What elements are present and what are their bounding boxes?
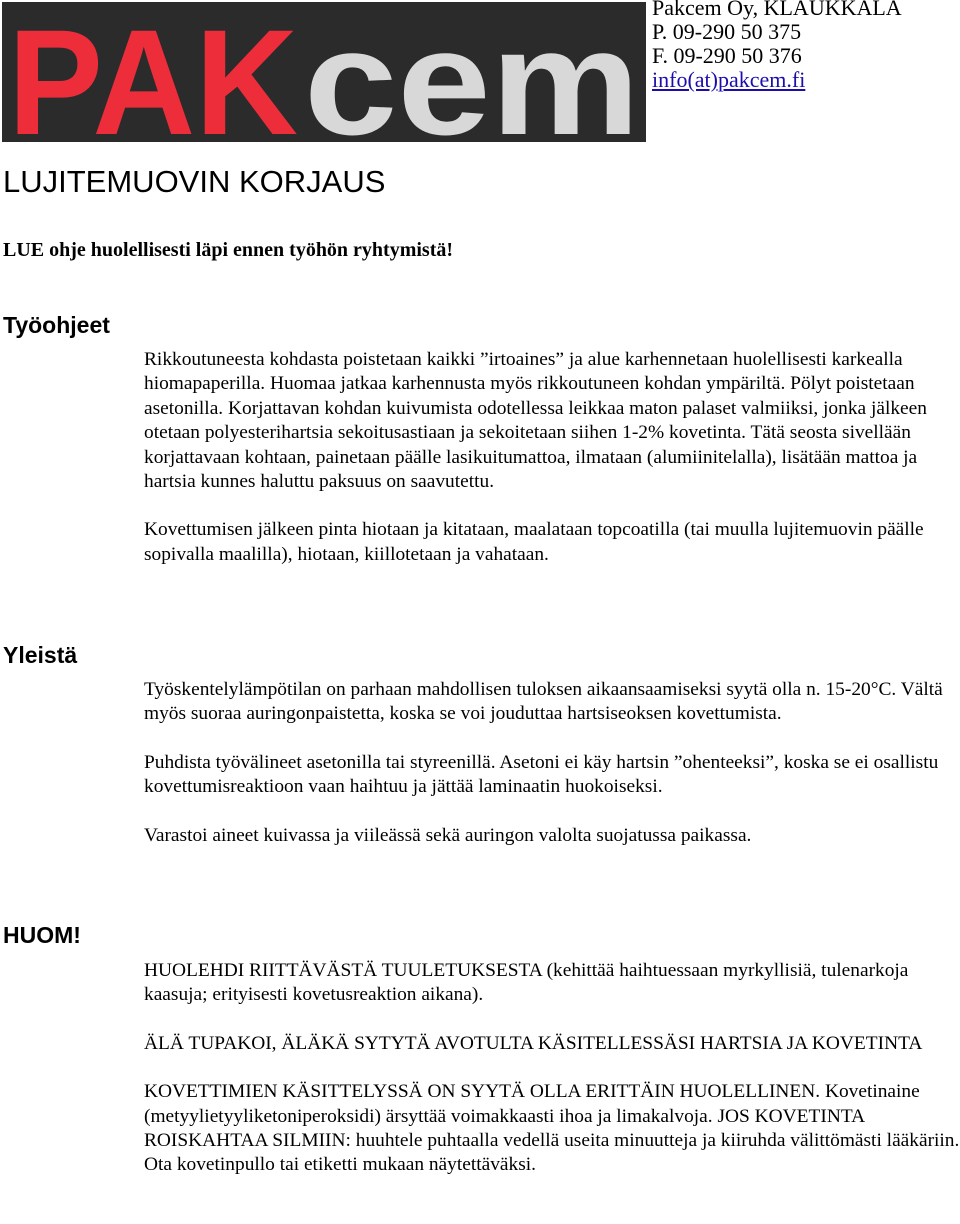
paragraph: Varastoi aineet kuivassa ja viileässä sekä auringon valolta suojatussa paikassa. xyxy=(144,824,752,846)
phone-number: P. 09-290 50 375 xyxy=(652,19,802,44)
company-name: Pakcem Oy, KLAUKKALA xyxy=(652,0,902,20)
paragraph: Kovettumisen jälkeen pinta hiotaan ja kitataan, maalataan topcoatilla (tai muulla lujitemuovin päälle sopivalla maalilla), hiotaan, kiillotetaan ja vahataan. xyxy=(144,519,924,565)
paragraph: Puhdista työvälineet asetonilla tai styreenillä. Asetoni ei käy hartsin ”ohenteeksi”, koska se ei osallistu kovettumisreaktioon vaan haihtuu ja jättää laminaatin huokoiseksi. xyxy=(144,751,939,798)
logo-text-cem: cem xyxy=(304,2,640,142)
paragraph: HUOLEHDI RIITTÄVÄSTÄ TUULETUKSESTA (kehittää haihtuessaan myrkyllisiä, tulenarkoja kaasuja; erityisesti kovetusreaktion aikana). xyxy=(144,960,909,1006)
page-title: LUJITEMUOVIN KORJAUS xyxy=(3,164,386,199)
paragraph: KOVETTIMIEN KÄSITTELYSSÄ ON SYYTÄ OLLA ERITTÄIN HUOLELLINEN. Kovetinaine (metyylietyyliketoniperoksidi) ärsyttää voimakkaasti ihoa ja limakalvoja. JOS KOVETINTA ROISKAHTAA SILMIIN: huuhtele puhtaalla vedellä useita minuutteja ja kiiruhda välittömästi lääkäriin. Ota kovetinpullo tai etiketti mukaan näytettäväksi. xyxy=(144,1081,960,1176)
section-body-huom xyxy=(144,959,960,1178)
section-heading-huom: HUOM! xyxy=(3,922,81,948)
section-body-tyoohjeet xyxy=(144,348,960,567)
intro-warning: LUE ohje huolellisesti läpi ennen työhön ryhtymistä! xyxy=(3,239,454,261)
section-heading-tyoohjeet: Työohjeet xyxy=(3,312,110,338)
email-link[interactable]: info(at)pakcem.fi xyxy=(652,67,806,92)
pakcem-logo-graphic xyxy=(2,2,646,142)
contact-info xyxy=(652,0,902,92)
paragraph: Työskentelylämpötilan on parhaan mahdollisen tuloksen aikaansaamiseksi syytä olla n. 15-20°C. Vältä myös suoraa auringonpaistetta, koska se voi jouduttaa hartsiseoksen kovettumista. xyxy=(144,679,943,725)
section-heading-yleista: Yleistä xyxy=(3,642,78,668)
paragraph: Rikkoutuneesta kohdasta poistetaan kaikki ”irtoaines” ja alue karhennetaan huolellisesti karkealla hiomapaperilla. Huomaa jatkaa karhennusta myös rikkoutuneen kohdan ympäriltä. Pölyt poistetaan asetonilla. Korjattavan kohdan kuivumista odotellessa leikkaa maton palaset valmiiksi, jonka jälkeen otetaan polyesterihartsia sekoitusastiaan ja sekoitetaan siihen 1-2% kovetinta. Tätä seosta sivellään korjattavaan kohtaan, painetaan päälle lasikuitumattoa, ilmataan (alumiinitelalla), lisätään mattoa ja hartsia kunnes haluttu paksuus on saavutettu. xyxy=(144,349,927,493)
logo-text-pak: PAK xyxy=(8,2,298,142)
section-body-yleista xyxy=(144,678,960,848)
fax-number: F. 09-290 50 376 xyxy=(652,43,802,68)
pakcem-logo xyxy=(2,2,646,142)
paragraph: ÄLÄ TUPAKOI, ÄLÄKÄ SYTYTÄ AVOTULTA KÄSITELLESSÄSI HARTSIA JA KOVETINTA xyxy=(144,1032,923,1054)
